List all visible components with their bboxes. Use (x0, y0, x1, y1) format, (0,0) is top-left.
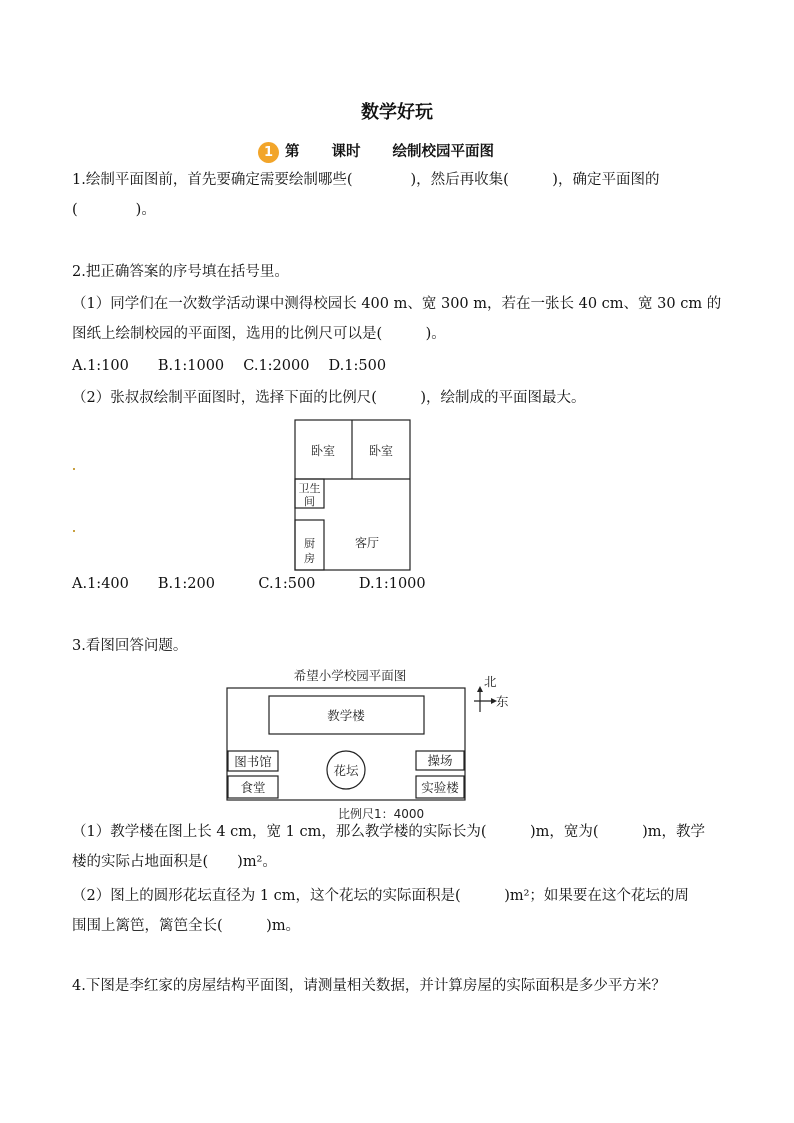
map-lab-building: 实验楼 (421, 780, 459, 795)
compass-north-label: 北 (484, 674, 497, 689)
room-kitchen-top: 厨 (304, 537, 315, 550)
map-scale: 比例尺1：4000 (338, 807, 425, 821)
q4-line1: 4.下图是李红家的房屋结构平面图，请测量相关数据，并计算房屋的实际面积是多少平方米？ (72, 978, 666, 994)
room-kitchen-bottom: 房 (304, 552, 315, 565)
q2-heading: 2.把正确答案的序号填在括号里。 (72, 264, 289, 280)
lesson-label-part1: 第 (285, 144, 300, 160)
room-living: 客厅 (354, 536, 380, 550)
lesson-label-part2: 课时 (331, 144, 361, 160)
q2-sub2-options: A.1:400 B.1:200 C.1:500 D.1:1000 (72, 576, 426, 592)
stray-mark (73, 530, 75, 532)
q2-sub1-line2: 图纸上绘制校园的平面图，选用的比例尺可以是( )。 (72, 326, 446, 342)
q1-line1: 1.绘制平面图前，首先要确定需要绘制哪些( )，然后再收集( )，确定平面图的 (72, 172, 660, 188)
stray-mark (73, 468, 75, 470)
q1-line2: ( )。 (72, 202, 156, 218)
compass-north-arrow-icon (477, 686, 483, 692)
room-bedroom-2: 卧室 (368, 444, 394, 458)
q3-sub1-line2: 楼的实际占地面积是( )m²。 (72, 854, 277, 870)
q2-sub2-line1: （2）张叔叔绘制平面图时，选择下面的比例尺( )，绘制成的平面图最大。 (72, 390, 586, 406)
map-flower-bed: 花坛 (333, 763, 359, 778)
map-library: 图书馆 (234, 754, 272, 769)
map-teaching-building: 教学楼 (327, 708, 365, 723)
room-bedroom-1: 卧室 (310, 444, 336, 458)
compass-east-label: 东 (496, 694, 509, 709)
lesson-heading (258, 140, 494, 163)
map-title: 希望小学校园平面图 (293, 668, 407, 683)
map-canteen: 食堂 (240, 780, 266, 795)
lesson-number-badge: 1 (258, 142, 279, 163)
lesson-label-part3: 绘制校园平面图 (392, 144, 494, 160)
campus-map-figure (226, 664, 516, 822)
room-bathroom-top: 卫生 (298, 482, 321, 495)
room-bathroom-bottom: 间 (304, 495, 315, 508)
q2-sub1-line1: （1）同学们在一次数学活动课中测得校园长 400 m、宽 300 m，若在一张长 40 cm、宽 30 cm 的 (72, 296, 722, 312)
q3-sub2-line1: （2）图上的圆形花坛直径为 1 cm，这个花坛的实际面积是( )m²；如果要在这个花坛的周 (72, 888, 689, 904)
q3-heading: 3.看图回答问题。 (72, 638, 188, 654)
q2-sub1-options: A.1:100 B.1:1000 C.1:2000 D.1:500 (72, 358, 387, 374)
q3-sub2-line2: 围围上篱笆，篱笆全长( )m。 (72, 918, 301, 934)
floorplan-figure (294, 419, 412, 572)
q3-sub1-line1: （1）教学楼在图上长 4 cm，宽 1 cm，那么教学楼的实际长为( )m，宽为( )m，教学 (72, 824, 705, 840)
map-playground: 操场 (427, 753, 453, 768)
page-title: 数学好玩 (361, 102, 433, 123)
